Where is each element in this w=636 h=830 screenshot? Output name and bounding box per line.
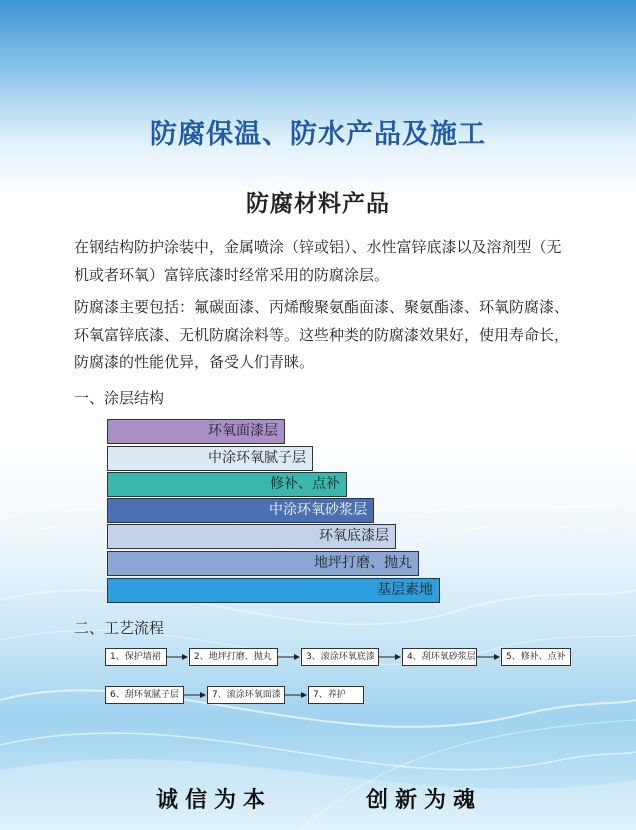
process-step-5: 5、修补、点补	[501, 648, 571, 666]
paint-types-paragraph: 防腐漆主要包括：氟碳面漆、丙烯酸聚氨酯面漆、聚氨酯漆、环氧防腐漆、环氧富锌底漆、无机防腐涂料等。这些种类的防腐漆效果好，使用寿命长，防腐漆的性能优异，备受人们青睐。	[74, 298, 570, 372]
process-step-6: 6、刮环氧腻子层	[105, 686, 184, 704]
process-step-3: 3、滚涂环氧底漆	[301, 648, 379, 666]
coating-layer-1: 环氧面漆层	[107, 419, 285, 444]
coating-layer-2: 中涂环氧腻子层	[107, 446, 313, 471]
slogan-left: 诚信为本	[156, 788, 273, 813]
coating-layer-5: 环氧底漆层	[107, 524, 396, 549]
process-step-7: 7、滚涂环氧面漆	[207, 686, 285, 704]
coating-layer-3: 修补、点补	[107, 472, 347, 497]
section-title: 防腐材料产品	[246, 191, 390, 217]
coating-structure-heading: 一、涂层结构	[74, 389, 165, 407]
process-step-4: 4、刮环氧砂浆层	[402, 648, 477, 666]
intro-paragraph: 在钢结构防护涂装中，金属喷涂（锌或铝）、水性富锌底漆以及溶剂型（无机或者环氧）富锌底漆时经常采用的防腐涂层。	[74, 238, 562, 284]
coating-layer-4: 中涂环氧砂浆层	[107, 498, 374, 523]
page-title: 防腐保温、防水产品及施工	[150, 119, 486, 150]
coating-layer-7: 基层素地	[107, 578, 440, 603]
process-step-1: 1、保护墙裙	[105, 648, 167, 666]
process-flow-heading: 二、工艺流程	[74, 619, 165, 637]
coating-layer-6: 地坪打磨、抛丸	[107, 551, 419, 576]
process-step-2: 2、地坪打磨、抛丸	[189, 648, 278, 666]
slogan-right: 创新为魂	[366, 788, 483, 813]
process-step-8: 7、养护	[308, 686, 364, 704]
